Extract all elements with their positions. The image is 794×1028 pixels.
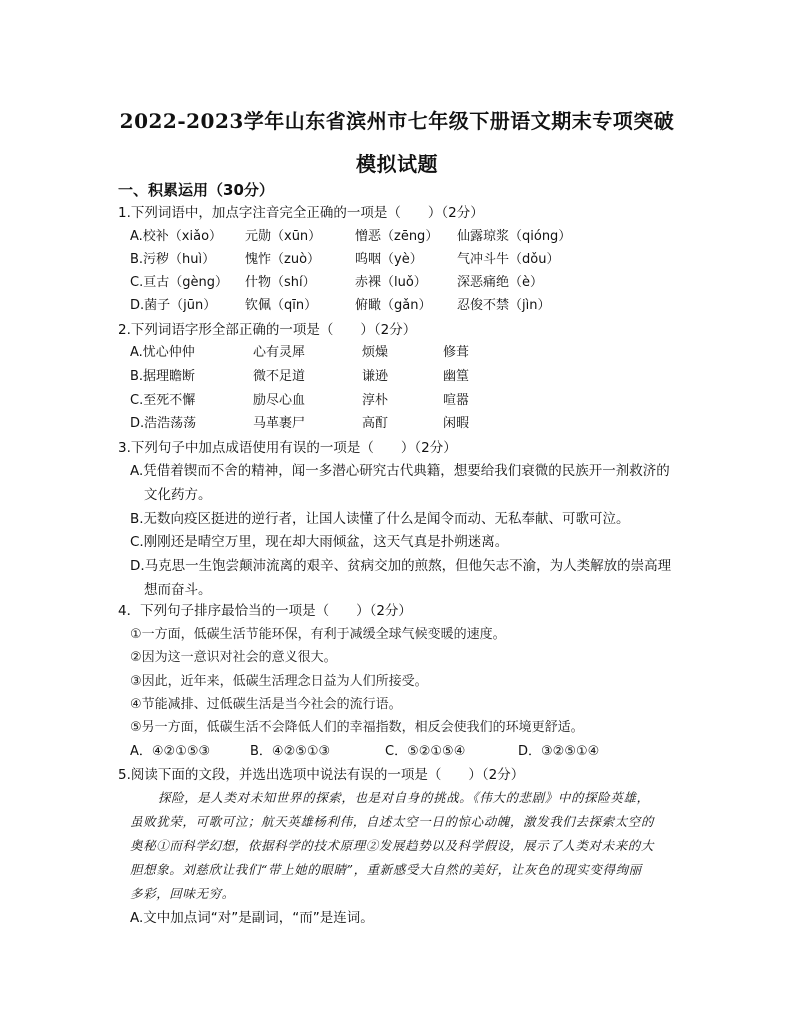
q5-passage-line: 虽败犹荣，可歌可泣；航天英雄杨利伟，自述太空一日的惊心动魄，激发我们去探索太空的 — [130, 814, 655, 829]
q5-passage-line: 多彩，回味无穷。 — [130, 886, 235, 901]
exam-title: 2022-2023学年山东省滨州市七年级下册语文期末专项突破 — [119, 109, 675, 133]
q1-option-d-item: 俯瞰（gǎn） — [355, 298, 432, 313]
question-5-stem: 5.阅读下面的文段，并选出选项中说法有误的一项是（ ）（2分） — [118, 767, 525, 783]
q4-sentence: ②因为这一意识对社会的意义很大。 — [130, 650, 337, 665]
q3-option-c: C.刚刚还是晴空万里，现在却大雨倾盆，这天气真是扑朔迷离。 — [130, 534, 509, 550]
q1-option-c-item: 什物（shí） — [245, 275, 316, 290]
q5-option-a: A.文中加点词“对”是副词，“而”是连词。 — [130, 910, 374, 926]
q2-option-c-item: 淳朴 — [362, 393, 389, 408]
q1-option-a-item: 憎恶（zēng） — [355, 229, 439, 244]
q5-passage-line: 奥秘①而科学幻想，依据科学的技术原理②发展趋势以及科学假设，展示了人类对未来的大 — [130, 838, 655, 853]
question-1-stem: 1.下列词语中，加点字注音完全正确的一项是（ ）（2分） — [118, 205, 484, 221]
q2-option-d-item: 闲暇 — [443, 416, 470, 431]
q3-option-a-cont: 文化药方。 — [144, 487, 212, 503]
q3-option-a: A.凭借着锲而不舍的精神，闻一多潜心研究古代典籍，想要给我们衰微的民族开一剂救济的 — [130, 463, 670, 479]
q5-passage-line: 探险，是人类对未知世界的探索，也是对自身的挑战。《伟大的悲剧》中的探险英雄， — [158, 790, 650, 805]
q1-option-d-item: 钦佩（qīn） — [245, 298, 318, 313]
q1-option-c-item: 深恶痛绝（è） — [457, 275, 543, 290]
q3-option-b: B.无数向疫区挺进的逆行者，让国人读懂了什么是闻令而动、无私奉献、可歌可泣。 — [130, 511, 630, 527]
section-heading: 一、积累运用（30分） — [118, 181, 274, 199]
q1-option-b-item: 呜咽（yè） — [355, 252, 423, 267]
q4-option-c: C．⑤②①⑤④ — [385, 744, 466, 759]
q5-passage-line: 胆想象。刘慈欣让我们“带上她的眼睛”，重新感受大自然的美好，让灰色的现实变得绚丽 — [130, 862, 642, 877]
q2-option-c-item: 励尽心血 — [253, 393, 306, 408]
q1-option-b-item: 气冲斗牛（dǒu） — [457, 252, 560, 267]
q2-option-d-item: 高酊 — [362, 416, 389, 431]
q1-option-d-item: D.菌子（jūn） — [130, 298, 217, 313]
q4-sentence: ④节能减排、过低碳生活是当今社会的流行语。 — [130, 697, 402, 712]
q2-option-c-item: 喧嚣 — [443, 393, 470, 408]
q2-option-b-item: 幽篁 — [443, 369, 470, 384]
q4-option-d: D．③②⑤①④ — [518, 744, 600, 759]
question-3-stem: 3.下列句子中加点成语使用有误的一项是（ ）（2分） — [118, 440, 457, 456]
q2-option-a-item: 烦燥 — [362, 345, 389, 360]
q1-option-b-item: 愧怍（zuò） — [245, 252, 321, 267]
q4-option-a: A．④②①⑤③ — [130, 744, 211, 759]
q1-option-c-item: C.亘古（gèng） — [130, 275, 228, 290]
question-2-stem: 2.下列词语字形全部正确的一项是（ ）（2分） — [118, 322, 417, 338]
q2-option-b-item: B.据理瞻断 — [130, 369, 196, 384]
q2-option-b-item: 谦逊 — [362, 369, 389, 384]
q1-option-a-item: 元勋（xūn） — [245, 229, 322, 244]
q2-option-a-item: 心有灵犀 — [253, 345, 306, 360]
q4-option-b: B．④②⑤①③ — [250, 744, 331, 759]
q2-option-a-item: A.忧心仲仲 — [130, 345, 195, 360]
q2-option-d-item: D.浩浩荡荡 — [130, 416, 197, 431]
q1-option-b-item: B.污秽（huì） — [130, 252, 216, 267]
q2-option-d-item: 马革裹尸 — [253, 416, 306, 431]
exam-subtitle: 模拟试题 — [356, 152, 438, 176]
q2-option-c-item: C.至死不懈 — [130, 393, 196, 408]
q1-option-d-item: 忍俊不禁（jìn） — [457, 298, 551, 313]
q4-sentence: ⑤另一方面，低碳生活不会降低人们的幸福指数，相反会使我们的环境更舒适。 — [130, 720, 584, 735]
q1-option-a-item: A.校补（xiǎo） — [130, 229, 223, 244]
q2-option-a-item: 修葺 — [443, 345, 470, 360]
q4-sentence: ③因此，近年来，低碳生活理念日益为人们所接受。 — [130, 674, 428, 689]
q3-option-d-cont: 想而奋斗。 — [144, 582, 212, 598]
q1-option-a-item: 仙露琼浆（qióng） — [457, 229, 572, 244]
q3-option-d: D.马克思一生饱尝颠沛流离的艰辛、贫病交加的煎熬，但他矢志不渝，为人类解放的崇高理 — [130, 558, 672, 574]
q4-sentence: ①一方面，低碳生活节能环保，有利于减缓全球气候变暖的速度。 — [130, 627, 506, 642]
q2-option-b-item: 微不足道 — [253, 369, 306, 384]
question-4-stem: 4．下列句子排序最恰当的一项是（ ）（2分） — [118, 603, 412, 619]
q1-option-c-item: 赤裸（luǒ） — [355, 275, 427, 290]
